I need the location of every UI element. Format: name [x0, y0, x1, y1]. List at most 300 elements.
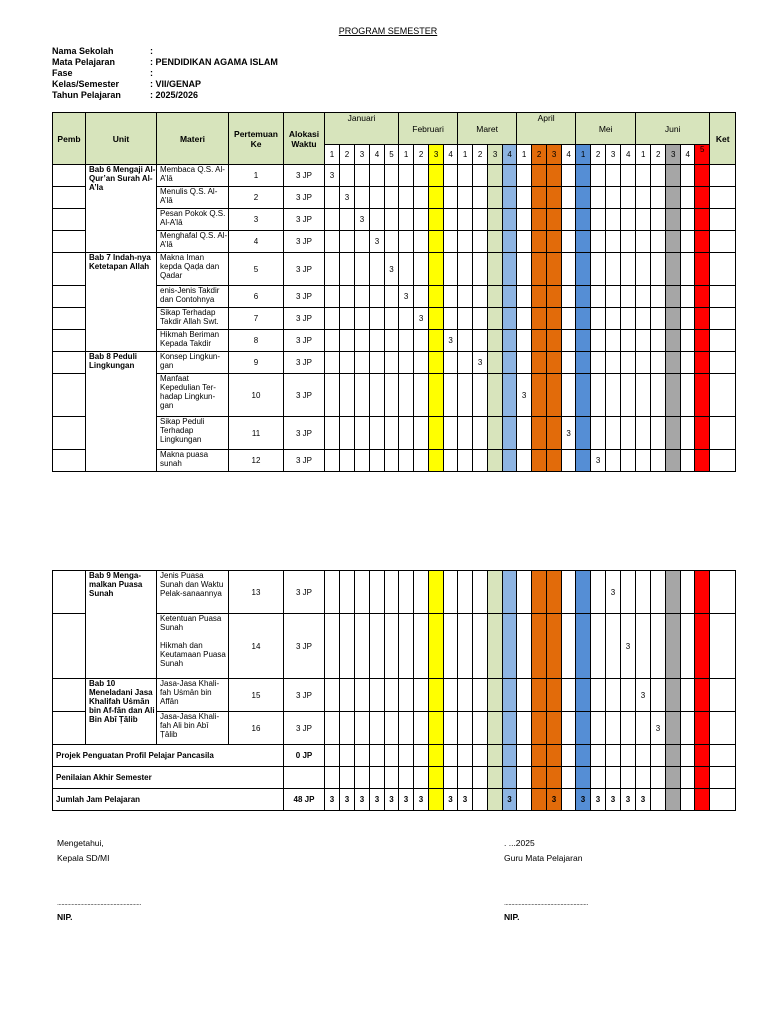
pertemuan-cell: 11	[229, 417, 284, 450]
footer-left	[57, 836, 109, 866]
week-cell	[488, 679, 503, 712]
week-cell	[399, 187, 414, 209]
materi-cell: Membaca Q.S. Al-A’lā	[157, 165, 229, 187]
week-cell	[488, 767, 503, 789]
week-cell	[473, 253, 488, 286]
ket-cell	[710, 712, 736, 745]
week-cell	[606, 679, 621, 712]
week-number: 5	[385, 145, 399, 165]
week-cell	[517, 745, 532, 767]
info-label: Mata Pelajaran	[52, 57, 116, 67]
week-cell	[532, 614, 547, 679]
total-row-label: Jumlah Jam Pelajaran	[53, 789, 284, 811]
week-cell	[532, 450, 547, 472]
week-cell	[385, 712, 399, 745]
week-cell	[444, 712, 458, 745]
total-week-value: 3	[458, 789, 473, 811]
week-cell	[562, 209, 576, 231]
week-number: 1	[399, 145, 414, 165]
week-cell	[414, 286, 429, 308]
week-cell	[488, 286, 503, 308]
table-row	[53, 679, 736, 712]
week-cell	[606, 374, 621, 417]
week-cell	[414, 253, 429, 286]
week-cell	[681, 231, 695, 253]
week-cell	[458, 253, 473, 286]
week-cell	[458, 614, 473, 679]
week-cell	[532, 231, 547, 253]
materi-cell: Konsep Lingkun-gan	[157, 352, 229, 374]
week-cell	[636, 614, 651, 679]
week-cell	[562, 614, 576, 679]
week-cell	[621, 571, 636, 614]
week-cell	[340, 209, 355, 231]
week-cell	[488, 374, 503, 417]
pertemuan-cell: 2	[229, 187, 284, 209]
materi-cell: Sikap Peduli Terhadap Lingkungan	[157, 417, 229, 450]
week-cell	[444, 352, 458, 374]
week-cell	[503, 352, 517, 374]
month-header: Januari	[325, 113, 399, 145]
week-cell	[695, 767, 710, 789]
week-cell	[562, 712, 576, 745]
week-cell	[576, 417, 591, 450]
week-cell	[547, 308, 562, 330]
week-cell	[562, 308, 576, 330]
week-cell	[651, 767, 666, 789]
week-cell	[473, 450, 488, 472]
week-cell	[666, 286, 681, 308]
week-cell	[355, 417, 370, 450]
week-cell	[370, 571, 385, 614]
week-cell	[532, 308, 547, 330]
week-number: 4	[621, 145, 636, 165]
jp-value: 3	[636, 679, 651, 712]
header-pemb: Pemb	[53, 113, 86, 165]
week-cell	[576, 165, 591, 187]
week-number: 3	[355, 145, 370, 165]
week-cell	[591, 745, 606, 767]
week-cell	[591, 308, 606, 330]
week-cell	[606, 187, 621, 209]
week-cell	[458, 374, 473, 417]
week-number: 2	[473, 145, 488, 165]
week-cell	[681, 352, 695, 374]
week-cell	[606, 352, 621, 374]
week-cell	[621, 679, 636, 712]
pemb-cell	[53, 308, 86, 330]
week-cell	[325, 374, 340, 417]
week-cell	[385, 231, 399, 253]
week-cell	[340, 253, 355, 286]
week-cell	[636, 231, 651, 253]
week-cell	[547, 286, 562, 308]
pertemuan-cell: 1	[229, 165, 284, 187]
week-cell	[532, 253, 547, 286]
week-cell	[458, 745, 473, 767]
header-ket: Ket	[710, 113, 736, 165]
total-row-jp: 48 JP	[284, 789, 325, 811]
week-number: 3	[488, 145, 503, 165]
week-cell	[355, 679, 370, 712]
table-row	[53, 253, 736, 286]
week-cell	[606, 712, 621, 745]
week-cell	[621, 745, 636, 767]
total-week-value: 3	[355, 789, 370, 811]
jp-value: 3	[651, 712, 666, 745]
week-cell	[606, 286, 621, 308]
alokasi-cell: 3 JP	[284, 308, 325, 330]
week-cell	[385, 352, 399, 374]
week-cell	[606, 330, 621, 352]
unit-cell: Bab 10 Meneladani Jasa Khalifah Uṡmān bin Af-fān dan Ali Bin Abī Ṭālib	[86, 679, 157, 745]
week-cell	[473, 165, 488, 187]
materi-cell: Makna Iman kepda Qaḍa dan Qadar	[157, 253, 229, 286]
week-cell	[325, 450, 340, 472]
week-cell	[591, 165, 606, 187]
unit-cell: Bab 9 Menga-malkan Puasa Sunah	[86, 571, 157, 679]
materi-cell: Jasa-Jasa Khali-fah Uṡmān bin Affān	[157, 679, 229, 712]
week-cell	[473, 571, 488, 614]
week-cell	[606, 767, 621, 789]
week-cell	[488, 209, 503, 231]
jp-value: 3	[399, 286, 414, 308]
week-cell	[325, 253, 340, 286]
week-cell	[370, 286, 385, 308]
jp-value: 3	[444, 330, 458, 352]
week-cell	[636, 374, 651, 417]
week-cell	[591, 571, 606, 614]
week-cell	[576, 308, 591, 330]
week-cell	[666, 308, 681, 330]
week-cell	[547, 679, 562, 712]
week-cell	[458, 308, 473, 330]
info-label: Tahun Pelajaran	[52, 90, 121, 100]
week-cell	[325, 352, 340, 374]
week-cell	[325, 286, 340, 308]
week-cell	[503, 330, 517, 352]
week-cell	[429, 286, 444, 308]
week-cell	[576, 614, 591, 679]
week-cell	[562, 745, 576, 767]
jp-value: 3	[591, 450, 606, 472]
week-cell	[503, 187, 517, 209]
ket-cell	[710, 614, 736, 679]
week-cell	[325, 209, 340, 231]
week-cell	[621, 767, 636, 789]
pas-row-jp	[284, 767, 325, 789]
ket-cell	[710, 767, 736, 789]
week-cell	[681, 187, 695, 209]
week-cell	[488, 571, 503, 614]
week-cell	[355, 614, 370, 679]
pemb-cell	[53, 352, 86, 374]
week-cell	[562, 253, 576, 286]
pemb-cell	[53, 571, 86, 614]
unit-cell: Bab 6 Mengaji Al-Qur’an Surah Al-A’la	[86, 165, 157, 253]
week-cell	[414, 417, 429, 450]
week-cell	[385, 614, 399, 679]
week-cell	[414, 450, 429, 472]
week-number: 4	[370, 145, 385, 165]
week-cell	[606, 165, 621, 187]
week-cell	[458, 450, 473, 472]
week-cell	[340, 712, 355, 745]
week-cell	[695, 789, 710, 811]
week-cell	[695, 253, 710, 286]
week-cell	[429, 308, 444, 330]
week-cell	[370, 450, 385, 472]
week-cell	[340, 450, 355, 472]
acknowledged-label: Mengetahui,	[57, 838, 104, 848]
week-cell	[636, 450, 651, 472]
week-cell	[532, 286, 547, 308]
week-cell	[340, 614, 355, 679]
week-cell	[473, 789, 488, 811]
week-cell	[488, 330, 503, 352]
week-cell	[532, 187, 547, 209]
week-cell	[370, 209, 385, 231]
week-cell	[340, 231, 355, 253]
month-header: April	[517, 113, 576, 145]
week-cell	[444, 679, 458, 712]
alokasi-cell: 3 JP	[284, 374, 325, 417]
week-cell	[651, 253, 666, 286]
week-number: 4	[562, 145, 576, 165]
week-cell	[414, 614, 429, 679]
week-cell	[503, 231, 517, 253]
week-cell	[576, 330, 591, 352]
week-cell	[636, 745, 651, 767]
identity-block	[52, 46, 278, 101]
week-cell	[562, 450, 576, 472]
week-cell	[562, 571, 576, 614]
total-week-value: 3	[576, 789, 591, 811]
week-cell	[517, 571, 532, 614]
week-cell	[651, 165, 666, 187]
week-cell	[547, 712, 562, 745]
week-cell	[429, 209, 444, 231]
materi-cell: enis-Jenis Takdir dan Contohnya	[157, 286, 229, 308]
materi-cell: Pesan Pokok Q.S. Al-A’lā	[157, 209, 229, 231]
week-cell	[370, 745, 385, 767]
week-cell	[562, 789, 576, 811]
week-cell	[325, 679, 340, 712]
info-value: : PENDIDIKAN AGAMA ISLAM	[150, 57, 278, 67]
week-cell	[591, 231, 606, 253]
week-cell	[681, 209, 695, 231]
week-cell	[681, 308, 695, 330]
week-cell	[666, 187, 681, 209]
week-cell	[547, 571, 562, 614]
week-cell	[503, 571, 517, 614]
materi-cell: Sikap Terhadap Takdir Allah Swt.	[157, 308, 229, 330]
week-cell	[458, 231, 473, 253]
week-cell	[458, 417, 473, 450]
week-cell	[429, 571, 444, 614]
week-cell	[458, 679, 473, 712]
week-cell	[473, 679, 488, 712]
week-cell	[503, 679, 517, 712]
week-cell	[340, 374, 355, 417]
week-cell	[621, 209, 636, 231]
ket-cell	[710, 450, 736, 472]
week-cell	[562, 165, 576, 187]
week-cell	[458, 571, 473, 614]
week-cell	[429, 165, 444, 187]
week-cell	[385, 209, 399, 231]
materi-cell: Jenis Puasa Sunah dan Waktu Pelak-sanaannya	[157, 571, 229, 614]
week-cell	[503, 286, 517, 308]
week-cell	[355, 165, 370, 187]
week-cell	[562, 231, 576, 253]
week-cell	[621, 308, 636, 330]
week-cell	[532, 679, 547, 712]
week-cell	[562, 679, 576, 712]
week-cell	[488, 231, 503, 253]
signature-line-left: ..........................................................	[57, 900, 141, 907]
week-cell	[636, 767, 651, 789]
week-cell	[666, 330, 681, 352]
materi-cell: Manfaat Kepedulian Ter-hadap Lingkun-gan	[157, 374, 229, 417]
materi-cell: Jasa-Jasa Khali-fah Ali bin Abī Ṭālib	[157, 712, 229, 745]
week-cell	[636, 308, 651, 330]
week-cell	[370, 679, 385, 712]
alokasi-cell: 3 JP	[284, 571, 325, 614]
week-cell	[370, 352, 385, 374]
total-row	[53, 789, 736, 811]
p5-row-jp: 0 JP	[284, 745, 325, 767]
week-cell	[547, 165, 562, 187]
ket-cell	[710, 679, 736, 712]
week-cell	[666, 679, 681, 712]
week-cell	[532, 712, 547, 745]
pertemuan-cell: 5	[229, 253, 284, 286]
week-cell	[429, 789, 444, 811]
week-cell	[399, 231, 414, 253]
schedule-table-1	[52, 112, 736, 472]
week-number: 2	[340, 145, 355, 165]
pertemuan-cell: 12	[229, 450, 284, 472]
week-cell	[517, 789, 532, 811]
week-cell	[429, 450, 444, 472]
week-cell	[576, 450, 591, 472]
week-cell	[488, 253, 503, 286]
week-cell	[444, 286, 458, 308]
week-cell	[576, 209, 591, 231]
week-cell	[547, 187, 562, 209]
pertemuan-cell: 6	[229, 286, 284, 308]
week-cell	[666, 571, 681, 614]
week-cell	[621, 286, 636, 308]
week-cell	[503, 712, 517, 745]
week-cell	[532, 330, 547, 352]
week-cell	[503, 374, 517, 417]
week-cell	[429, 253, 444, 286]
alokasi-cell: 3 JP	[284, 165, 325, 187]
week-cell	[576, 679, 591, 712]
week-cell	[399, 374, 414, 417]
week-cell	[591, 417, 606, 450]
week-cell	[414, 330, 429, 352]
week-cell	[547, 614, 562, 679]
info-label: Kelas/Semester	[52, 79, 120, 89]
week-cell	[488, 712, 503, 745]
week-cell	[666, 450, 681, 472]
week-cell	[695, 330, 710, 352]
week-cell	[458, 712, 473, 745]
info-label: Fase	[52, 68, 73, 78]
week-cell	[385, 450, 399, 472]
pertemuan-cell: 14	[229, 614, 284, 679]
week-cell	[606, 209, 621, 231]
week-number: 3	[547, 145, 562, 165]
ket-cell	[710, 571, 736, 614]
week-cell	[429, 767, 444, 789]
week-cell	[666, 712, 681, 745]
week-cell	[370, 253, 385, 286]
total-week-value: 3	[414, 789, 429, 811]
week-cell	[444, 450, 458, 472]
week-cell	[385, 165, 399, 187]
week-cell	[651, 571, 666, 614]
week-cell	[606, 745, 621, 767]
week-cell	[414, 352, 429, 374]
pertemuan-cell: 9	[229, 352, 284, 374]
week-cell	[399, 745, 414, 767]
week-cell	[399, 165, 414, 187]
week-cell	[651, 209, 666, 231]
week-cell	[385, 767, 399, 789]
week-cell	[414, 712, 429, 745]
week-cell	[651, 679, 666, 712]
week-cell	[429, 745, 444, 767]
week-cell	[636, 253, 651, 286]
week-cell	[370, 712, 385, 745]
week-cell	[695, 187, 710, 209]
ket-cell	[710, 286, 736, 308]
week-number: 4	[503, 145, 517, 165]
week-cell	[414, 374, 429, 417]
week-cell	[370, 308, 385, 330]
week-cell	[473, 286, 488, 308]
week-cell	[325, 308, 340, 330]
week-cell	[458, 286, 473, 308]
week-cell	[473, 417, 488, 450]
week-cell	[591, 767, 606, 789]
alokasi-cell: 3 JP	[284, 286, 325, 308]
pemb-cell	[53, 253, 86, 286]
materi-cell: Hikmah Beriman Kepada Takdir	[157, 330, 229, 352]
alokasi-cell: 3 JP	[284, 209, 325, 231]
week-cell	[488, 308, 503, 330]
week-cell	[325, 571, 340, 614]
pemb-cell	[53, 417, 86, 450]
week-cell	[576, 231, 591, 253]
pemb-cell	[53, 450, 86, 472]
week-cell	[517, 330, 532, 352]
week-cell	[517, 679, 532, 712]
week-cell	[473, 767, 488, 789]
ket-cell	[710, 417, 736, 450]
week-cell	[355, 745, 370, 767]
week-cell	[355, 187, 370, 209]
jp-value: 3	[621, 614, 636, 679]
week-cell	[562, 187, 576, 209]
week-cell	[473, 712, 488, 745]
week-cell	[666, 209, 681, 231]
pertemuan-cell: 8	[229, 330, 284, 352]
